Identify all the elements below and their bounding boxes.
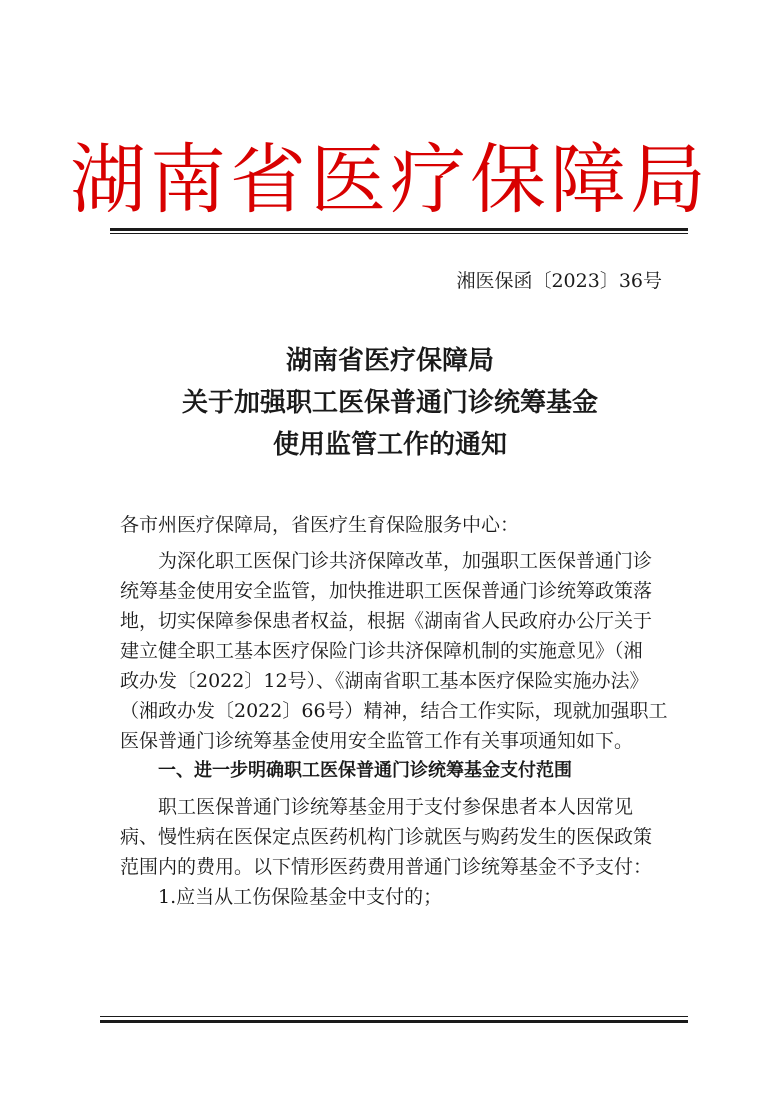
paragraph-line: 职工医保普通门诊统筹基金用于支付参保患者本人因常见: [158, 796, 634, 818]
document-title-line: 关于加强职工医保普通门诊统筹基金: [181, 388, 598, 418]
paragraph-line: 政办发〔2022〕12号）、《湖南省职工基本医疗保险实施办法》: [120, 670, 649, 692]
paragraph-line: 地，切实保障参保患者权益，根据《湖南省人民政府办公厅关于: [120, 610, 653, 632]
document-body: [120, 510, 670, 912]
section-heading: 一、进一步明确职工医保普通门诊统筹基金支付范围: [158, 760, 572, 781]
letterhead-rule-thick: [110, 228, 688, 231]
footer-rule-thick: [100, 1020, 688, 1023]
letterhead-title: 湖南省医疗保障局: [70, 135, 710, 224]
footer-rule-thin: [100, 1016, 688, 1017]
paragraph-line: 统筹基金使用安全监管，加快推进职工医保普通门诊统筹政策落: [120, 580, 653, 602]
paragraph-line: 病、慢性病在医保定点医药机构门诊就医与购药发生的医保政策: [120, 826, 653, 848]
list-item: 1.应当从工伤保险基金中支付的；: [158, 886, 443, 908]
paragraph-line: 医保普通门诊统筹基金使用安全监管工作有关事项通知如下。: [120, 730, 634, 752]
paragraph-line: 建立健全职工基本医疗保险门诊共济保障机制的实施意见》（湘: [120, 640, 643, 662]
document-title-line: 湖南省医疗保障局: [285, 346, 494, 376]
document-title-line: 使用监管工作的通知: [272, 430, 507, 460]
letterhead-rule-thin: [110, 233, 688, 234]
paragraph-line: （湘政办发〔2022〕66号）精神，结合工作实际，现就加强职工: [120, 700, 668, 722]
document-number: 湘医保函〔2023〕36号: [456, 270, 662, 292]
document-title: [0, 340, 780, 466]
paragraph-line: 为深化职工医保门诊共济保障改革，加强职工医保普通门诊: [158, 550, 653, 572]
paragraph-line: 范围内的费用。以下情形医药费用普通门诊统筹基金不予支付：: [120, 856, 653, 878]
addressee: 各市州医疗保障局，省医疗生育保险服务中心：: [120, 514, 520, 536]
